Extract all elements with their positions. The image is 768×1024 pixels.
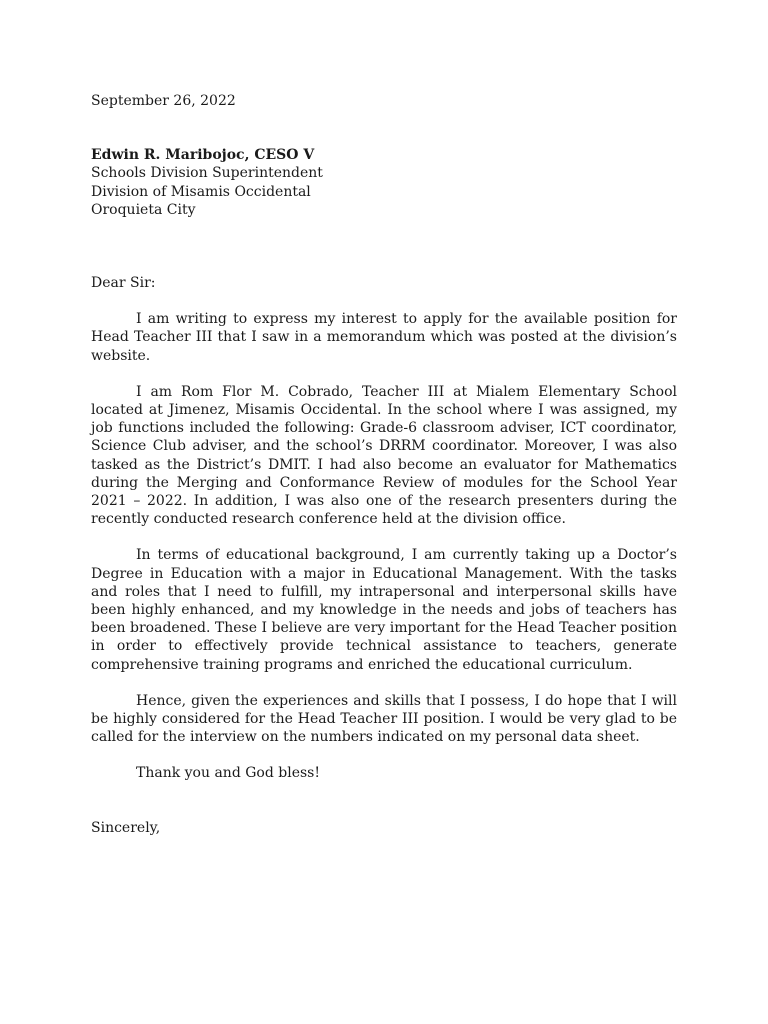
body-paragraph-experience: I am Rom Flor M. Cobrado, Teacher III at Mialem Elementary School located at Jimenez, Misamis Occidental. In the school where I was assigned, my job functions included the following: Grade-6 classroom adviser, ICT coordinator, Science Club adviser, and the school’s DRRM coordinator. Moreover, I was also tasked as the District’s DMIT. I had also become an evaluator for Mathematics during the Merging and Conformance Review of modules for the School Year 2021 – 2022. In addition, I was also one of the research presenters during the recently conducted research conference held at the division office. [91,383,677,528]
recipient-address [91,146,677,219]
closing: Sincerely, [91,819,161,836]
letter-date: September 26, 2022 [91,93,236,109]
recipient-title: Schools Division Superintendent [91,165,323,182]
body-paragraph-education: In terms of educational background, I am currently taking up a Doctor’s Degree in Education with a major in Educational Management. With the tasks and roles that I need to fulfill, my intrapersonal and interpersonal skills have been highly enhanced, and my knowledge in the needs and jobs of teachers has been broadened. These I believe are very important for the Head Teacher position in order to effectively provide technical assistance to teachers, generate comprehensive training programs and enriched the educational curriculum. [91,547,677,673]
recipient-name: Edwin R. Maribojoc, CESO V [91,147,315,164]
letter-page [91,92,677,837]
salutation: Dear Sir: [91,275,156,292]
body-paragraph-thanks: Thank you and God bless! [136,765,320,782]
body-paragraph-intent: I am writing to express my interest to apply for the available position for Head Teacher III that I saw in a memorandum which was posted at the division’s website. [91,311,677,364]
recipient-city: Oroquieta City [91,201,196,218]
body-paragraph-request: Hence, given the experiences and skills that I possess, I do hope that I will be highly considered for the Head Teacher III position. I would be very glad to be called for the interview on the numbers indicated on my personal data sheet. [91,692,677,746]
recipient-office: Division of Misamis Occidental [91,183,311,200]
